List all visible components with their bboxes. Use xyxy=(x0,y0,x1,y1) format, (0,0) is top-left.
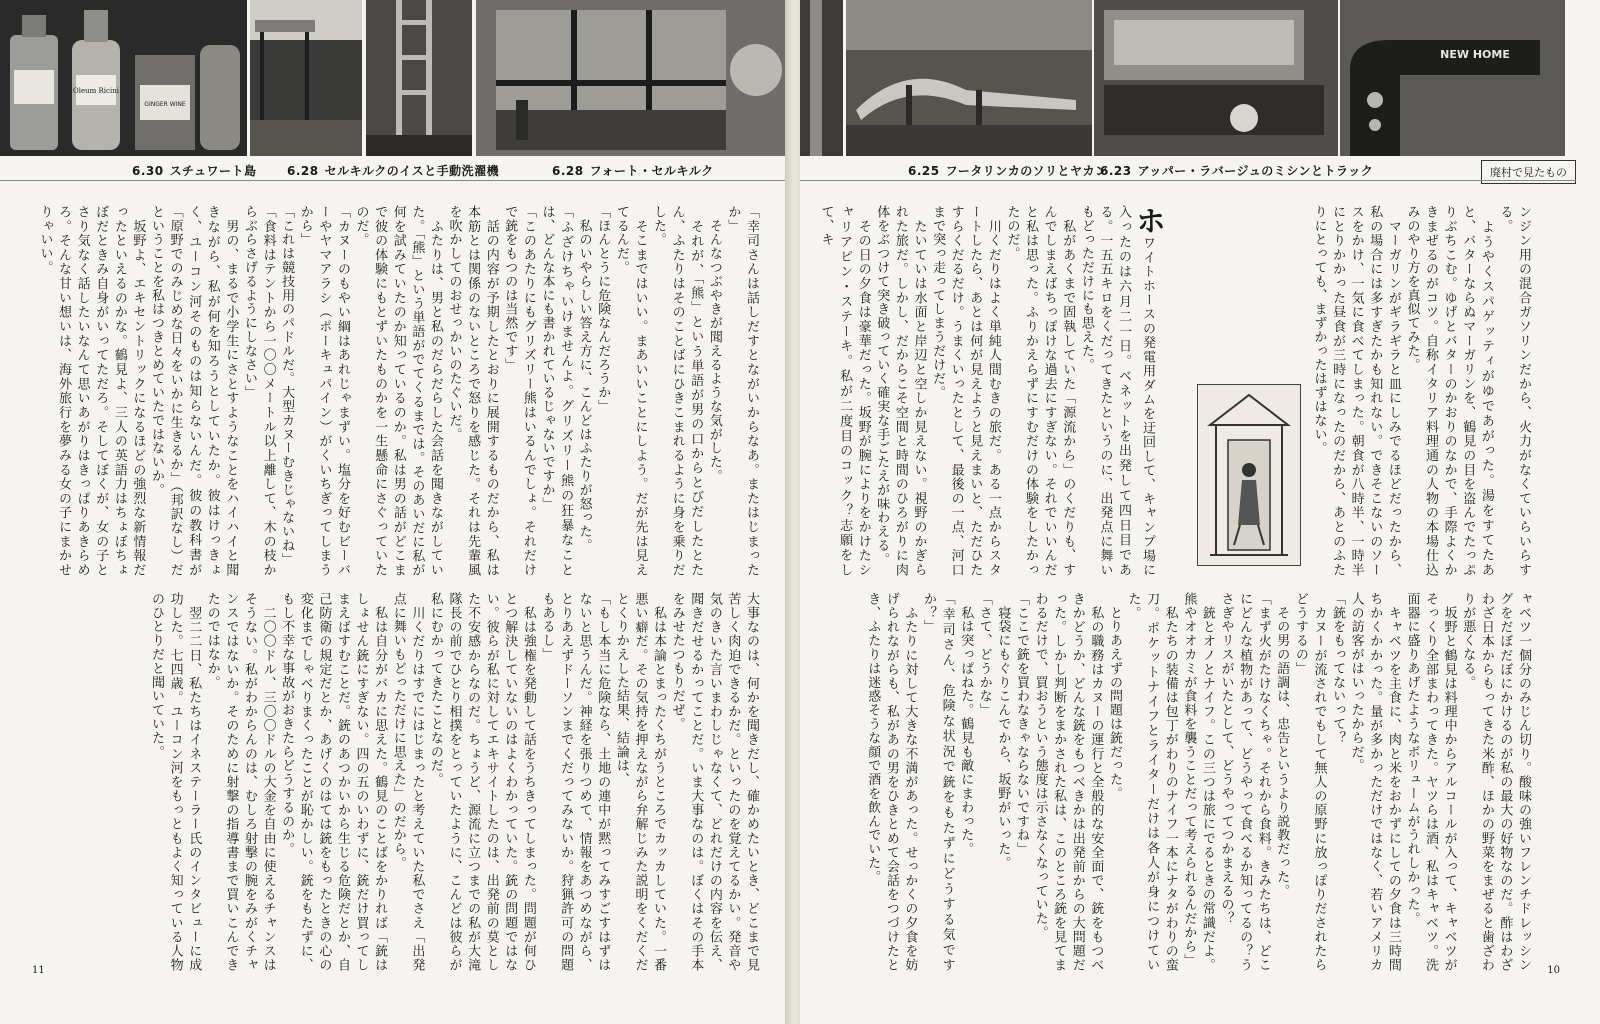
truck-photo-image xyxy=(1094,0,1338,156)
caption-left-2 xyxy=(287,162,499,179)
paragraph: 話の内容が予期したとおりに展開するものだから、私は本筋とは関係のないところで怒りを感じた。それは先輩風を吹かしてのおせっかいのたぐいだ。 xyxy=(446,205,499,577)
caption-rule xyxy=(0,180,785,181)
caption-date: 6.25 xyxy=(908,164,940,178)
right-middle-text xyxy=(816,205,1165,577)
paragraph: 川くだりはよく単純人間むきの旅だ。ある一点からスタートしたら、あとは何が見えようと見えまいと、ただひたすらくだるだけ。うまくいったとして、最後の一点、河口まで突っ走ってしまうだけだ。 xyxy=(930,205,1001,577)
paragraph: カヌーが流されでもして無人の原野に放っぽりだされたらどうするの」 xyxy=(1292,592,1327,972)
paragraph: キャベツを主食に、肉と米をおかずにしての夕食は三時間ちかくかかった。量が多かっただけではなく、若いアメリカ人の訪客がはいったからだ。 xyxy=(1348,592,1401,972)
paragraph: 「ふざけちゃいけませんよ。グリズリー熊の狂暴なことは、どんな本にも書かれているじゃないですか」 xyxy=(539,205,574,577)
paragraph: 私たちの装備は包丁がわりのナイフ一本にナタがわりの蛮刀。ポケットナイフとライターだけは各人が身につけていた。 xyxy=(1125,592,1178,972)
photo-chair xyxy=(250,0,362,156)
paragraph: 「まず火がたけなくちゃ。それから食料。きみたちは、どこにどんな植物があって、どうやって食べるか知ってるの？うさぎやリスがいたとして、どうやってつかまえるの？ xyxy=(1218,592,1271,972)
chair-photo-image xyxy=(250,0,362,156)
caption-right-1 xyxy=(908,162,1108,179)
caption-left-1 xyxy=(132,162,257,179)
drop-cap: ホ xyxy=(1130,205,1165,237)
sewing-machine-label: NEW HOME xyxy=(1440,48,1510,61)
paragraph: マーガリンがギラギラと皿にしみでるほどだったから、私の場合には多すぎたかも知れない。できそこないのソースをかけ、一気に食べてしまった。朝食が八時半、一時半にとりかかった昼食が三時になったのだから、あとのふたりにとっても、まずかったはずはない。 xyxy=(1311,205,1401,577)
section-label: 廃村で見たもの xyxy=(1481,160,1576,184)
paragraph-body: ワイトホースの発電用ダムを迂回して、キャンプ場に入ったのは六月二一日。ベネットを出発して四日目である。一五五キロをくだってきたというのに、出発点に舞いもどっただけにも思えた。 xyxy=(1078,205,1155,577)
paragraph: その男の語調は、忠告というより説教だった。 xyxy=(1274,592,1290,898)
caption-place: アッパー・ラバージュのミシンとトラック xyxy=(1137,164,1374,178)
paragraph: ンジン用の混合ガソリンだから、火力がなくていらいらする。 xyxy=(1497,205,1531,577)
paragraph: 私の職務はカヌーの運行と全般的な安全面で、銃をもつべきかどうか、どんな銃をもつべきかは出発前からの大問題だった。しかし判断をまかされた私は、このところ銃を見てまわるだけで、買おうという態度は示さなくなっていた。 xyxy=(1032,592,1104,972)
paragraph: 「カヌーのもやい綱はあれじゃまずい。塩分を好むビーバーやヤマアラシ（ポーキュパイン）がくいちぎってしまうから」 xyxy=(297,205,350,577)
paragraph: 私は突っぱねた。鶴見も敵にまわった。 xyxy=(958,592,974,857)
tree-photo-image xyxy=(800,0,843,156)
paragraph: 「幸司さん、危険な状況で銃をもたずにどうする気ですか？」 xyxy=(921,592,955,972)
paragraph: そこまではいい。まあいいことにしよう。だが先は見えてるんだ。 xyxy=(613,205,648,577)
caption-place: フォート・セルキルク xyxy=(589,164,714,178)
left-lower-text xyxy=(50,592,760,972)
photo-washer xyxy=(366,0,472,156)
right-lower-text xyxy=(816,592,1532,972)
paragraph: 「銃をもってないって？ xyxy=(1330,592,1346,745)
paragraph: 「幸司さんは話しだすとながいからなあ。またはじまったか」 xyxy=(725,205,759,577)
page-number-right: 10 xyxy=(1547,965,1560,976)
bottle-label-1: Oleum Ricini xyxy=(73,87,119,95)
caption-place: スチュワート島 xyxy=(169,164,257,178)
paragraph: 私は本論とまったくちがうところでカッカしていた。一番悪い癖だ。その気持を押えながら弁解じみた説明をくだくだとくりかえした結果、結論は、 xyxy=(613,592,667,972)
sled-photo-image xyxy=(846,0,1092,156)
paragraph: ふたりは、男と私のだらだらした会話を聞きながしていた。「熊」という単語がでてくるまでは。そのあいだに私が何を試みていたのか知っているのか。私は男の話がどこまで彼の体験にもとずいたものかを一生懸命にさぐっていたのだ。 xyxy=(353,205,443,577)
gutter xyxy=(785,0,800,1024)
page-number-left: 11 xyxy=(32,965,45,976)
caption-date: 6.28 xyxy=(552,164,584,178)
paragraph: 銃とオノとナイフ。この三つは旅にでるときの常識だよ。熊やオオカミが食料を襲うことだって考えられるんだから」 xyxy=(1181,592,1215,972)
caption-left-3 xyxy=(552,162,714,179)
paragraph: 男の、まるで小学生にさとすようなことをハイハイと聞きながら、私が何を知ろうとしていたか。彼はけっきょく、ユーコン河そのものは知らないんだ。彼の教科書が「原野でのみじめな日々をいかに生きるか」（邦訳なし）だということを私はつきとめていたではないか。 xyxy=(149,205,239,577)
paragraph: ふたりに対して大きな不満があった。せっかくの夕食を妨げられながらも、私があの男をひきとめて会話をつづけたとき、ふたりは迷惑そうな顔で酒を飲んでいた。 xyxy=(865,592,918,972)
paragraph: その日の夕食は豪華だった。坂野が腕によりをかけたシャリアピン・ステーキ。私が二度目のコック？志願をして、キ xyxy=(818,205,871,577)
caption-place: フータリンカのソリとヤカン xyxy=(945,164,1108,178)
paragraph: 翌二二日、私たちはイネステーラー氏のインタビューに成功した。七四歳。ユーコン河をもっともよく知っている人物のひとりだと聞いていた。 xyxy=(149,592,202,972)
left-page xyxy=(0,0,785,1024)
photo-bottles xyxy=(0,0,247,156)
paragraph: 川くだりはすでにはじまったと考えていた私でさえ「出発点に舞いもどっただけに思えた」のだから。 xyxy=(390,592,425,972)
photo-window xyxy=(476,0,785,156)
paragraph: ようやくスパゲッティがゆであがった。湯をすてたあと、バターならぬマーガリンを、鶴見の目を盗んでたっぷりぶちこむ。ゆげとバターのかおりのなかで、手際よくかきまぜるのがコツ。自称イタリア料理通の人物の本場仕込みのやり方を真似てみた。 xyxy=(1404,205,1494,577)
sewing-photo-image xyxy=(1340,0,1565,156)
paragraph: 「これは競技用のパドルだ。大型カヌーむきじゃないね」 xyxy=(279,205,295,567)
paragraph: 私は自分がバカに思えた。鶴見のことばをかりれば「銃はしょせん銃にすぎない。四の五のいわずに、銃だけ買ってしまえばすむことだ。銃のあつかいから生じる危険だとか、自己防衛の規定だとか、あげくのはては銃をもったときの心の変化までしゃべりまくったことが恥かしい。銃をもたずに、もし不幸な事故がおきたらどうするのか。 xyxy=(279,592,388,972)
outhouse-illustration xyxy=(1197,384,1301,566)
outhouse-drawing xyxy=(1198,385,1300,565)
paragraph: 「このあたりにもグリズリー熊はいるんでしょ。それだけで銃をもつのは当然です」 xyxy=(502,205,536,577)
paragraph: 坂野と鶴見は料理中からアルコールが入って、キャベツがそっくり全部まわってきた。ヤツらは酒、私はキャベツ。洗面器に盛りあげたようなボリュームがうれしかった。 xyxy=(1404,592,1457,972)
washer-photo-image xyxy=(366,0,472,156)
left-upper-text xyxy=(37,205,760,577)
paragraph: 私があくまで固執していた「源流から」のくだりも、すんでしまえばちっぽけな過去にすぎない。それでいいんだと私は思った。ふりかえらずにすむだけの体験をしたかったのだ。 xyxy=(1004,205,1076,577)
paragraph: 「さて、どうかな」 xyxy=(976,592,992,718)
paragraph: 「食料はテントから一〇〇メートル以上離して、木の枝からぶらさげるようにしなさい」 xyxy=(241,205,276,577)
paragraph: 私は強権を発動して話をうちきってしまった。問題が何ひとつ解決していないのはよくわかっていた。銃の問題ではない。彼らが私に対してエキサイトしたのは、出発前の莫とした不安感からなのだ。ちょうど、源流に立つまでの私が大滝隊長の前でひとり相撲をとっていたように、こんどは彼らが私にむかってきたことなのだ。 xyxy=(427,592,536,972)
paragraph: 坂野よ、エキセントリックになるほどの強烈な新情報だったといえるのかな。鶴見よ、三人の英語力はちょぼちょぼだときみ自身がいってただろ。そしてぼくが、女の子とさり気なく話したいなんて思いあがりはきっぱりあきらめろ。そんな甘い想いは、海外旅行を夢みる女の子にまかせりゃいい。 xyxy=(37,205,146,577)
caption-place: セルキルクのイスと手動洗濯機 xyxy=(324,164,500,178)
paragraph: そんなつぶやきが聞えるような気がした。 xyxy=(706,205,722,483)
caption-date: 6.28 xyxy=(287,164,319,178)
right-upper-text xyxy=(1306,205,1532,577)
window-photo-image xyxy=(476,0,785,156)
paragraph: それが、「熊」という単語が男の口からとびだしたとたん、ふたりはそのことばにひきこまれるように身を乗りだした。 xyxy=(651,205,704,577)
paragraph: 私のいやらしい答え方に、こんどはふたりが怒った。 xyxy=(576,205,592,553)
paragraph: 寝袋にもぐりこんでから、坂野がいった。 xyxy=(995,592,1011,870)
photo-tree xyxy=(800,0,843,156)
paragraph: 大事なのは、何かを聞きだし、確かめたいとき、どこまで見苦しく肉迫できるかだ。といったのを覚えてるかい。発音や気のきいた言いまわしじゃなくて、どれだけの内容を伝え、聞きだせるかってことだ。いま大事なのは。ぼくはその手本をみせたつもりだぜ。 xyxy=(669,592,759,972)
caption-date: 6.23 xyxy=(1100,164,1132,178)
paragraph: ャベツ一個分のみじん切り。酸味の強いフレンチドレッシングをだぼだぼにかけるのが私の最大の好物なのだ。酢はわざわざ日本からもってきた米酢、ほかの野菜をまぜると歯ざわりが悪くなる。 xyxy=(1460,592,1531,972)
caption-date: 6.30 xyxy=(132,164,164,178)
photo-sled xyxy=(846,0,1092,156)
caption-rule xyxy=(800,180,1576,181)
bottle-label-2: GINGER WINE xyxy=(144,101,186,108)
paragraph: たいていは水面と岸辺と空しか見えない。視野のかぎられた旅だ。しかし、だからこそ空間と時間のひろがりに肉体をぶつけて突き破っていく確実な手ごたえが味わえる。 xyxy=(874,205,927,577)
paragraph: 二〇〇ドル、三〇〇ドルの大金を自由に使えるチャンスはそうない。私がわからんのは、むしろ射撃の腕をみがくチャンスではないか。そのために射撃の指導書まで買いこんできたのではなか。 xyxy=(204,592,276,972)
paragraph: 「ほんとうに危険なんだろうか」 xyxy=(595,205,611,414)
paragraph: とりあえずの問題は銃だった。 xyxy=(1106,592,1122,801)
photo-sewing-machine xyxy=(1340,0,1565,156)
bottles-photo-image xyxy=(0,0,247,156)
paragraph: 「もし本当に危険なら、土地の連中が黙ってみすごすはずはないと思うんだ。神経を張りつめて、情報をあつめながら、とりあえずドーソンまでくだってみないか。狩猟許可の問題もあるし」 xyxy=(539,592,611,972)
caption-right-2 xyxy=(1100,162,1373,179)
photo-truck xyxy=(1094,0,1338,156)
paragraph: 「ここで銃を買わなきゃならないですね」 xyxy=(1013,592,1029,857)
paragraph-with-dropcap xyxy=(1076,205,1165,577)
